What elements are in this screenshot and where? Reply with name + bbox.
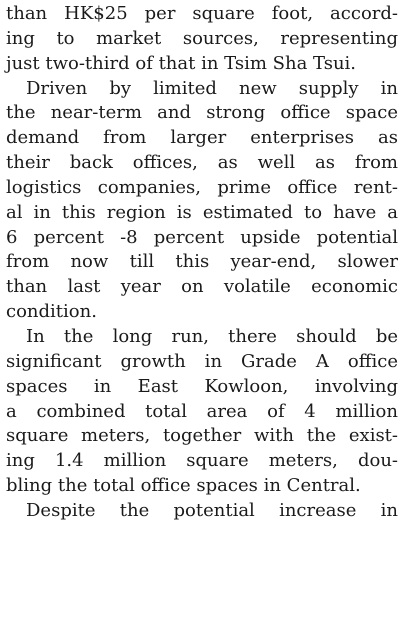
text-line: logistics companies, prime office rent- [6,176,398,198]
text-line: significant growth in Grade A office [6,350,398,372]
text-line: than HK$25 per square foot, accord- [6,3,398,24]
text-line: their back offices, as well as from [6,152,398,174]
text-line: just two-third of that in Tsim Sha Tsui. [6,52,357,74]
text-line: than last year on volatile economic [6,276,398,298]
text-line: Despite the potential increase in [26,499,398,521]
text-line: bling the total office spaces in Central. [6,475,361,497]
text-line: ing 1.4 million square meters, dou- [6,450,398,472]
text-line: square meters, together with the exist- [6,425,398,447]
text-line: demand from larger enterprises as [6,127,398,149]
text-line: 6 percent -8 percent upside potential [6,226,398,248]
text-line: In the long run, there should be [26,325,398,347]
paragraph [6,499,398,524]
paragraph [6,2,398,77]
text-line: a combined total area of 4 million [6,400,398,422]
text-line: Driven by limited new supply in [26,77,398,99]
text-line: from now till this year-end, slower [6,251,398,273]
paragraph [6,325,398,499]
text-line: ing to market sources, representing [6,27,398,49]
text-line: condition. [6,301,97,323]
paragraph [6,77,398,325]
text-line: al in this region is estimated to have a [6,201,398,223]
text-line: spaces in East Kowloon, involving [6,375,398,397]
article-column [6,2,398,524]
text-line: the near-term and strong office space [6,102,398,124]
